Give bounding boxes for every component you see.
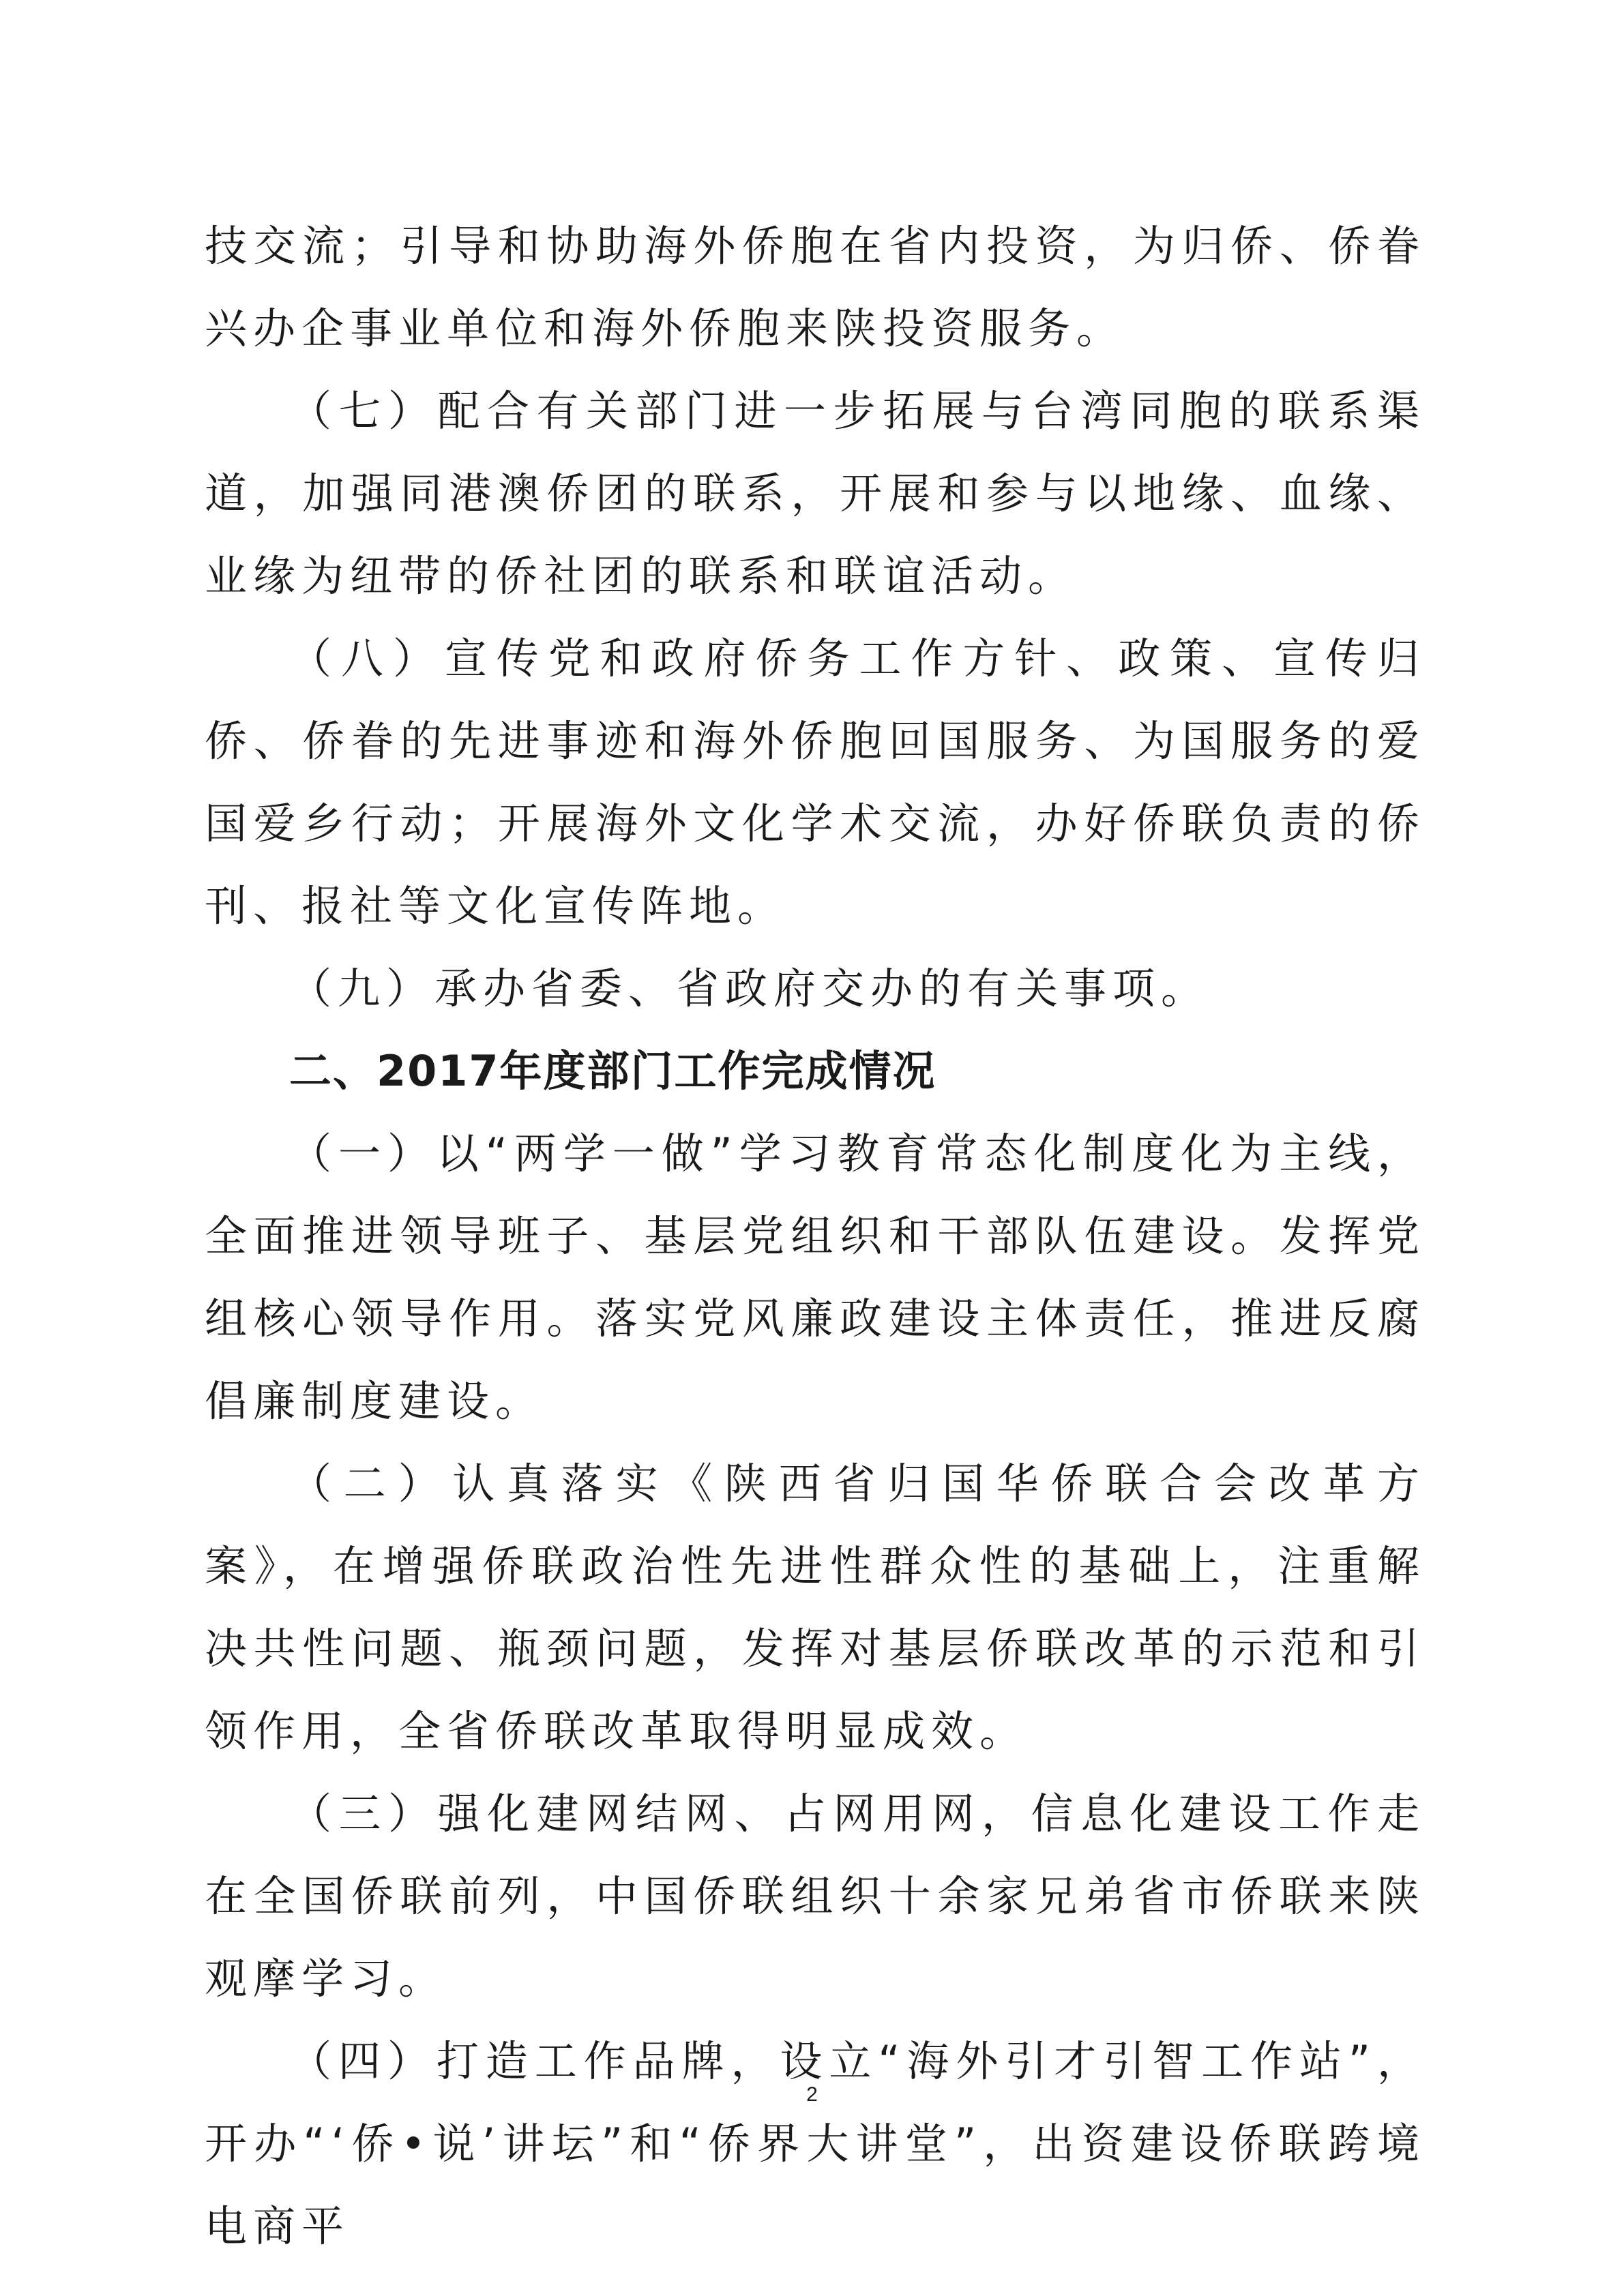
paragraph-achievement-4: （四）打造工作品牌，设立“海外引才引智工作站”，开办“‘侨•说’讲坛”和“侨界大讲堂”，出资建设侨联跨境电商平 — [205, 2036, 1426, 2251]
paragraph-item-9: （九）承办省委、省政府交办的有关事项。 — [289, 964, 1210, 1013]
paragraph-item-8: （八）宣传党和政府侨务工作方针、政策、宣传归侨、侨眷的先进事迹和海外侨胞回国服务、为国服务的爱国爱乡行动；开展海外文化学术交流，办好侨联负责的侨刊、报社等文化宣传阵地。 — [205, 633, 1426, 931]
paragraph-item-7: （七）配合有关部门进一步拓展与台湾同胞的联系渠道，加强同港澳侨团的联系，开展和参与以地缘、血缘、业缘为纽带的侨社团的联系和联谊活动。 — [205, 386, 1426, 601]
paragraph-achievement-3: （三）强化建网结网、占网用网，信息化建设工作走在全国侨联前列，中国侨联组织十余家兄弟省市侨联来陕观摩学习。 — [205, 1789, 1426, 2003]
document-body — [205, 205, 1426, 2267]
paragraph-achievement-2: （二）认真落实《陕西省归国华侨联合会改革方案》，在增强侨联政治性先进性群众性的基础上，注重解决共性问题、瓶颈问题，发挥对基层侨联改革的示范和引领作用，全省侨联改革取得明显成效。 — [205, 1459, 1426, 1756]
paragraph-continuation: 技交流；引导和协助海外侨胞在省内投资，为归侨、侨眷兴办企事业单位和海外侨胞来陕投资服务。 — [205, 221, 1426, 353]
page-number: 2 — [806, 2083, 818, 2106]
paragraph-achievement-1: （一）以“两学一做”学习教育常态化制度化为主线，全面推进领导班子、基层党组织和干部队伍建设。发挥党组核心领导作用。落实党风廉政建设主体责任，推进反腐倡廉制度建设。 — [205, 1129, 1426, 1426]
section-heading: 二、2017年度部门工作完成情况 — [289, 1046, 936, 1096]
